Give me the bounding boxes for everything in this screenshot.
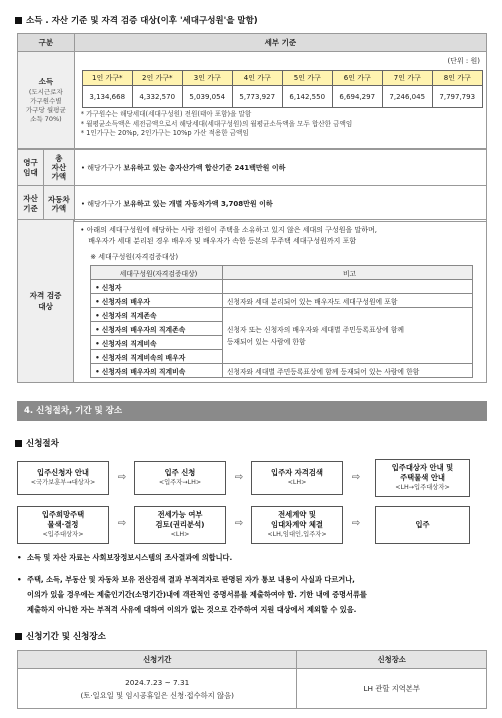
procedure-title: 신청절차: [15, 437, 59, 449]
total-asset-criteria: • 해당가구가 보유하고 있는 총자산가액 합산기준 241백만원 이하: [74, 150, 486, 186]
note-income-source: • 소득 및 자산 자료는 사회보장정보시스템의 조사결과에 의합니다.: [17, 553, 233, 562]
member-row: • 신청자의 배우자의 직계비속: [91, 364, 223, 378]
period-title: 신청기간 및 신청장소: [15, 630, 106, 642]
member-row: • 신청자의 직계비속의 배우자: [91, 350, 223, 364]
right-arrow-icon: ⇨: [351, 472, 361, 483]
place-cell: LH 관할 지역본부: [297, 669, 487, 709]
flow-step-eligible-notice: 입주대상자 안내 및 주택물색 안내 <LH→입주대상자>: [375, 459, 470, 497]
total-asset-row: [18, 150, 487, 186]
criteria-table-header: 구분 세부 기준: [18, 34, 487, 52]
income-note: * 가구원수는 해당세대(세대구성원) 전원(태아 포함)을 말함: [80, 110, 252, 118]
right-arrow-icon: ⇨: [351, 518, 361, 529]
right-arrow-icon: ⇨: [234, 518, 244, 529]
right-arrow-icon: ⇨: [117, 518, 127, 529]
square-bullet-icon: [15, 633, 22, 640]
member-row: • 신청자의 배우자의 직계존속: [91, 322, 223, 336]
note-objection: • 주택, 소득, 부동산 및 자동차 보유 전산검색 결과 부적격자로 판명된 자가 통보 내용이 사실과 다르거나, 이의가 있을 경우에는 제출인기간(소명기간)내에 객관적인 증명서류를 제출하여야 함. 기한 내에 증명서류를 제출하지 아니한 자는 부적격 사유에 대하여 이의가 없는 것으로 간주하여 지원 대상에서 제외할 수 있음.: [17, 575, 367, 614]
qualification-table: [17, 219, 487, 383]
qualification-detail-cell: • 아래의 세대구성원에 해당하는 사람 전원이 주택을 소유하고 있지 않은 세대의 구성원을 말하며, 배우자가 세대 분리된 경우 배우자 및 배우자가 속한 등본의 무주택 세대구성원까지 포함 ※ 세대구성원(자격검증대상) 세대구성원(자격검증대상) 비고 • 신청자 • 신청자의 배우자 신청자와 세대 분리되어 있는 배우자도 세대구성원에 포함 • 신청자의 직계존속 신청자 또는 신청자의 배우자와 세대별 주민등록표상에 함께 등재되어 있는 사람에 한함 • 신청자의 배우자의 직계존속 • 신청자의 직계비속 • 신청자의 직계비속의 배우자 • 신청자의 배우자의 직계비속 신청자와 세대별 주민등록표상에 함께 등재되어 있는 사람에 한함: [74, 220, 487, 383]
income-note: * 월평균소득액은 세전금액으로서 해당세대(세대구성원)의 월평균소득액을 모두 합산한 금액임: [80, 119, 353, 128]
flow-step-move-in: 입주: [375, 506, 470, 544]
income-row: [18, 52, 487, 149]
square-bullet-icon: [15, 17, 22, 24]
member-row: • 신청자: [91, 280, 223, 294]
member-row: • 신청자의 직계존속: [91, 308, 223, 322]
income-note: * 1인가구는 20%p, 2인가구는 10%p 가산 적용한 금액임: [80, 129, 249, 137]
criteria-table: [17, 33, 487, 149]
income-detail-cell: [74, 52, 486, 149]
flow-step-contract: 전세계약 및 임대차계약 체결 <LH,임대인,입주자>: [251, 506, 343, 544]
right-arrow-icon: ⇨: [234, 472, 244, 483]
member-row: • 신청자의 직계비속: [91, 336, 223, 350]
flow-step-eligibility-check: 입주자 자격검색 <LH>: [251, 461, 343, 495]
asset-criteria-label: 자산 기준: [18, 186, 44, 222]
flow-step-rights-review: 전세가능 여부 검토(권리분석) <LH>: [134, 506, 226, 544]
total-asset-label: 총 자산 가액: [43, 150, 74, 186]
flow-step-applicant-notice: 입주신청자 안내 <국가보훈부→대상자>: [17, 461, 109, 495]
income-label-cell: 소득 (도시근로자 가구원수별 가구당 월평균 소득 70%): [18, 52, 75, 149]
member-row: • 신청자의 배우자: [91, 294, 223, 308]
square-bullet-icon: [15, 440, 22, 447]
household-member-table: 세대구성원(자격검증대상) 비고 • 신청자 • 신청자의 배우자 신청자와 세대 분리되어 있는 배우자도 세대구성원에 포함 • 신청자의 직계존속 신청자 또는 신청자의 배우자와 세대별 주민등록표상에 함께 등재되어 있는 사람에 한함 • 신청자의 배우자의 직계존속 • 신청자의 직계비속 • 신청자의 직계비속의 배우자 • 신청자의 배우자의 직계비속 신청자와 세대별 주민등록표상에 함께 등재되어 있는 사람에 한함: [90, 265, 473, 378]
household-income-table: 1인 가구* 2인 가구* 3인 가구 4인 가구 5인 가구 6인 가구 7인 가구 8인 가구 3,134,668 4,332,570 5,039,054 5,773,927 6,142,550 6,694,297 7,246,045 7,797,793: [82, 70, 483, 108]
unit-label: (단위 : 원): [447, 57, 480, 65]
qualification-row: [18, 220, 487, 383]
car-value-criteria: • 해당가구가 보유하고 있는 개별 자동차가액 3,708만원 이하: [74, 186, 486, 222]
flow-step-house-search: 입주희망주택 물색·결정 <입주대상자>: [17, 506, 109, 544]
flow-step-application: 입주 신청 <입주자→LH>: [134, 461, 226, 495]
asset-table: [17, 149, 487, 222]
qualification-label: 자격 검증 대상: [18, 220, 74, 383]
section-4-banner: 4. 신청절차, 기간 및 장소: [17, 401, 487, 421]
car-asset-row: [18, 186, 487, 222]
permanent-rental-label: 영구 임대: [18, 150, 44, 186]
period-cell: 2024.7.23 ~ 7.31 (토·일요일 및 임시공휴일은 신청·접수하지 않음): [18, 669, 297, 709]
right-arrow-icon: ⇨: [117, 472, 127, 483]
period-table: 신청기간 신청장소 2024.7.23 ~ 7.31 (토·일요일 및 임시공휴일은 신청·접수하지 않음) LH 관할 지역본부: [17, 650, 487, 709]
section-title: 소득 . 자산 기준 및 자격 검증 대상(이후 '세대구성원'을 말함): [15, 14, 258, 26]
car-value-label: 자동차 가액: [43, 186, 74, 222]
